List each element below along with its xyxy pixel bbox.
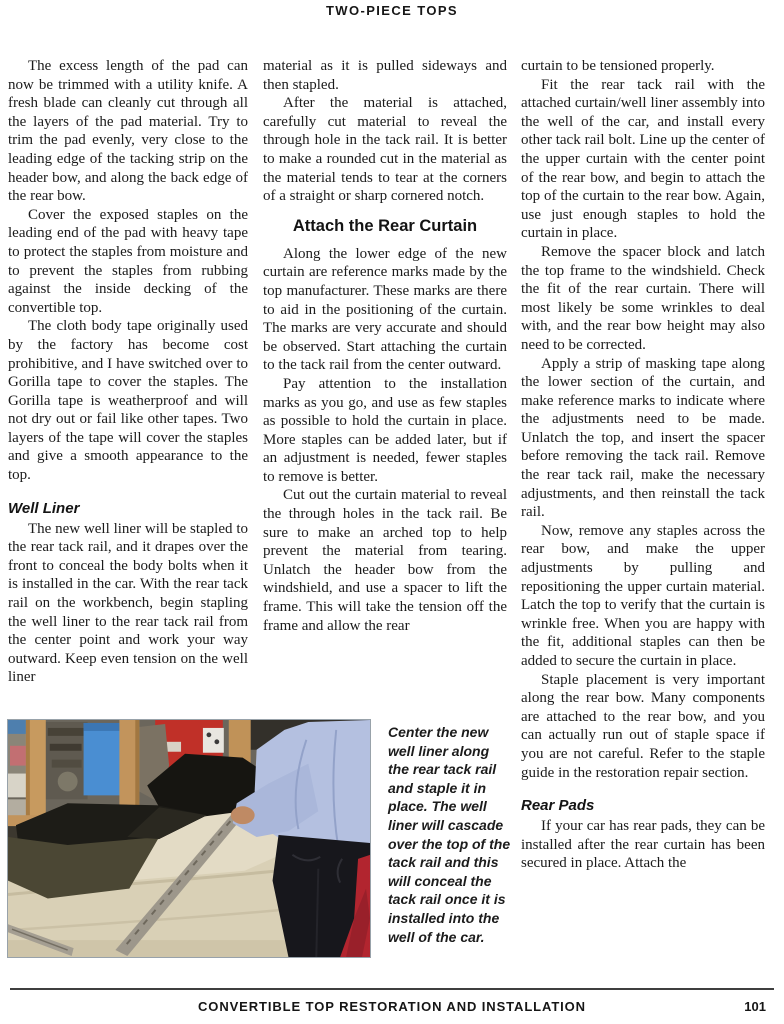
paragraph: Apply a strip of masking tape along the lower section of the curtain, and make reference marks to indicate where the adjustments need to be made. Unlatch the top, and insert the spacer before removing the tack rail. Remove the rear tack rail, make the necessary adjustments, and then reinstall the tack rail. xyxy=(521,355,765,521)
paragraph: After the material is attached, carefully cut material to reveal the through hole in the tack rail. It is better to make a rounded cut in the material as the material tends to tear at the corners of a straight or sharp cornered notch. xyxy=(263,95,507,205)
column-1 xyxy=(8,57,248,687)
paragraph: The excess length of the pad can now be trimmed with a utility knife. A fresh blade can cleanly cut through all the layers of the pad material. Try to trim the pad evenly, very close to the leading edge of the tacking strip on the header bow, and along the back edge of the rear bow. xyxy=(8,58,248,205)
paragraph: Now, remove any staples across the rear bow, and make the upper adjustments by pulling and repositioning the upper curtain material. Latch the top to verify that the curtain is wrinkle free. When you are happy with the fit, additional staples can then be added to secure the curtain in place. xyxy=(521,522,765,669)
figure-caption: Center the new well liner along the rear tack rail and staple it in place. The well liner will cascade over the top of the tack rail and this will conceal the tack rail once it is installed into the well of the car. xyxy=(388,724,511,945)
paragraph: The cloth body tape originally used by the factory has become cost prohibitive, and I have switched over to Gorilla tape to cover the staples. The Gorilla tape is weatherproof and will not dry out or fail like other tapes. Two layers of the tape will cover the staples and give a smooth appearance to the top. xyxy=(8,318,248,484)
section-heading-attach-rear-curtain: Attach the Rear Curtain xyxy=(292,216,478,235)
hand xyxy=(231,806,255,824)
workshop-photo xyxy=(7,719,371,958)
running-head: TWO-PIECE TOPS xyxy=(325,3,459,18)
footer-title: CONVERTIBLE TOP RESTORATION AND INSTALLATION xyxy=(198,999,586,1014)
subheading-rear-pads: Rear Pads xyxy=(521,797,595,815)
paragraph: Staple placement is very important along the rear bow. Many components are attached to the rear bow, and you can actually run out of staple space if you are not careful. Refer to the staple guide in the restoration repair section. xyxy=(521,671,765,781)
paragraph: Remove the spacer block and latch the top frame to the windshield. Check the fit of the rear curtain. There will most likely be some wrinkles to deal with, and the rear bow height may also need to be corrected. xyxy=(521,243,765,353)
paragraph: curtain to be tensioned properly. xyxy=(521,58,715,74)
page-number: 101 xyxy=(744,999,766,1014)
subheading-well-liner: Well Liner xyxy=(8,499,80,517)
paragraph: Pay attention to the installation marks as you go, and use as few staples as possible to hold the curtain in place. More staples can be added later, but if an adjustment is needed, fewer staples to remove is better. xyxy=(263,375,507,485)
blue-cabinet xyxy=(84,723,121,795)
paragraph: Cut out the curtain material to reveal the through holes in the tack rail. Be sure to make an arched top to help prevent the material from tearing. Unlatch the header bow from the windshield, and use a spacer to lift the frame. This will take the tension off the frame and allow the rear xyxy=(263,487,507,634)
paragraph: The new well liner will be stapled to the rear tack rail, and it drapes over the front to conceal the body bolts when it is installed in the car. With the rear tack rail on the workbench, begin stapling the well liner to the rear tack rail from the center point and work your way outward. Keep even tension on the well liner xyxy=(8,520,248,686)
paragraph: Cover the exposed staples on the leading end of the pad with heavy tape to protect the staples from moisture and to prevent the staples from rubbing against the inside decking of the convertible top. xyxy=(8,206,248,316)
paragraph: If your car has rear pads, they can be installed after the rear curtain has been secured in place. Attach the xyxy=(521,818,765,872)
paragraph: Along the lower edge of the new curtain are reference marks made by the top manufacturer. These marks are there to aid in the positioning of the curtain. The marks are very accurate and should be observed. Start attaching the curtain to the tack rail from the center outward. xyxy=(263,245,507,374)
paragraph: material as it is pulled sideways and then stapled. xyxy=(263,58,507,93)
paragraph: Fit the rear tack rail with the attached curtain/well liner assembly into the well of the car, and install every other tack rail bolt. Line up the center of the upper curtain with the center point of the rear bow, and begin to attach the top of the curtain to the rear bow. Again, use just enough staples to hold the curtain in place. xyxy=(521,76,765,242)
footer-rule xyxy=(10,988,774,990)
column-2 xyxy=(263,57,507,635)
column-3 xyxy=(521,57,765,873)
